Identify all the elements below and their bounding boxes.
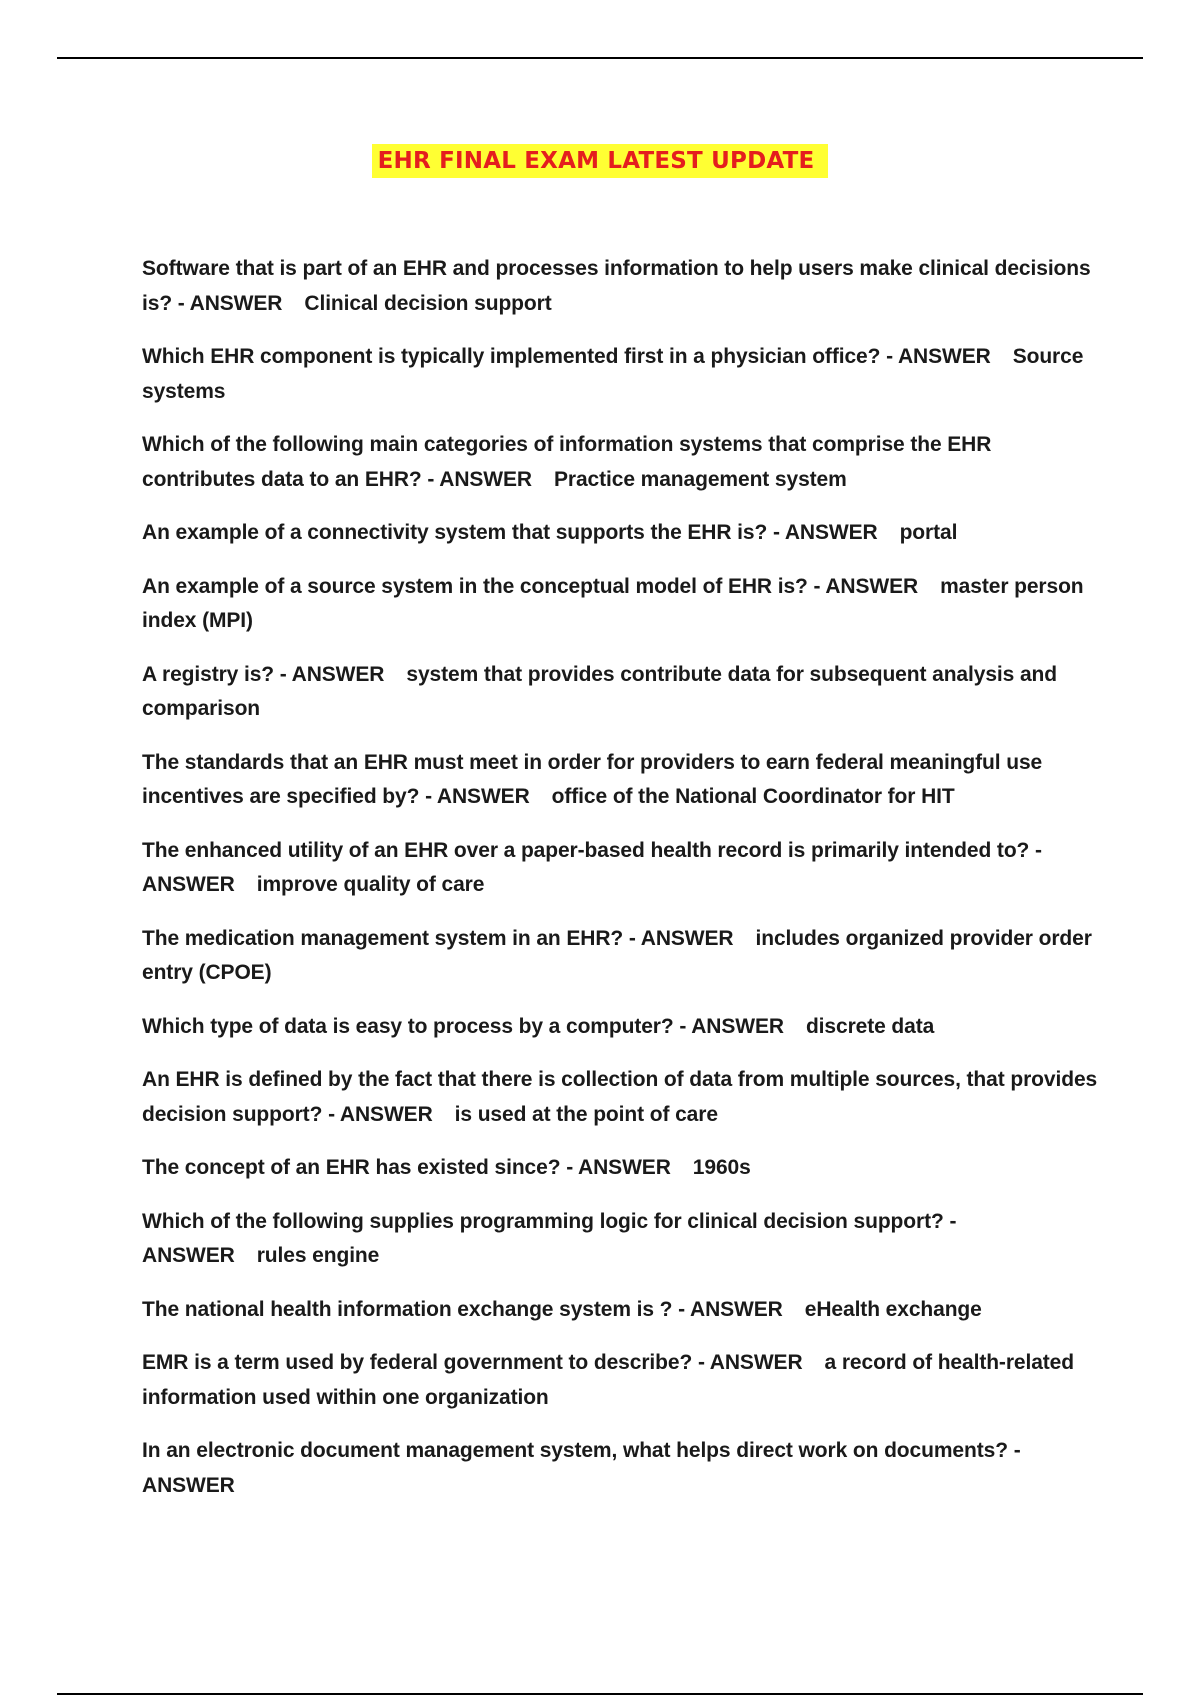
answer-label: - ANSWER xyxy=(142,838,1042,896)
footer-rule xyxy=(57,1693,1143,1695)
answer-text: improve quality of care xyxy=(256,873,485,896)
question-text: The enhanced utility of an EHR over a paper-based health record is primarily intended to? xyxy=(142,838,1030,862)
answer-label: - ANSWER xyxy=(697,1351,803,1374)
answer-label: - ANSWER xyxy=(813,574,919,598)
answer-label: - ANSWER xyxy=(279,662,385,686)
question-text: A registry is? xyxy=(142,662,275,686)
qa-item xyxy=(142,1293,1102,1328)
qa-item xyxy=(142,834,1102,903)
qa-item xyxy=(142,922,1102,991)
answer-text: portal xyxy=(899,521,958,544)
answer-label: - ANSWER xyxy=(328,1102,433,1126)
qa-item xyxy=(142,1151,1102,1186)
qa-item xyxy=(142,340,1102,409)
title-container xyxy=(0,144,1200,178)
answer-label: - ANSWER xyxy=(425,785,530,808)
question-text: An example of a source system in the conceptual model of EHR is? xyxy=(142,574,808,598)
document-title: EHR FINAL EXAM LATEST UPDATE xyxy=(372,144,829,178)
answer-text: is used at the point of care xyxy=(454,1102,718,1126)
answer-label: - ANSWER xyxy=(678,1297,783,1321)
answer-label: - ANSWER xyxy=(142,1209,957,1267)
answer-label: - ANSWER xyxy=(772,521,878,544)
qa-item xyxy=(142,516,1102,551)
question-text: The standards that an EHR must meet in order for providers to earn federal meaningful use incentives are specified by? xyxy=(142,750,1043,808)
question-text: An example of a connectivity system that supports the EHR is? xyxy=(142,521,768,544)
answer-label: - ANSWER xyxy=(142,1439,1021,1497)
question-text: Which EHR component is typically implemented first in a physician office? xyxy=(142,345,881,368)
qa-item xyxy=(142,1063,1102,1132)
question-text: The medication management system in an EHR? xyxy=(142,926,624,950)
qa-item xyxy=(142,252,1102,321)
qa-item xyxy=(142,746,1102,815)
question-text: An EHR is defined by the fact that there is collection of data from multiple sources, that provides decision support? xyxy=(142,1068,1098,1126)
qa-item xyxy=(142,1434,1102,1503)
question-text: EMR is a term used by federal government to describe? xyxy=(142,1351,693,1374)
question-text: The national health information exchange system is ? xyxy=(142,1297,673,1321)
answer-text: Source systems xyxy=(142,345,1084,403)
answer-text: Clinical decision support xyxy=(304,291,552,315)
header-rule xyxy=(57,57,1143,59)
answer-label: - ANSWER xyxy=(177,291,283,315)
qa-item xyxy=(142,1346,1102,1415)
question-text: Which of the following main categories of information systems that comprise the EHR contributes data to an EHR? xyxy=(142,433,992,491)
qa-item xyxy=(142,570,1102,639)
answer-label: - ANSWER xyxy=(886,345,991,368)
answer-label: - ANSWER xyxy=(566,1156,671,1179)
answer-text: includes organized provider order entry (CPOE) xyxy=(142,926,1092,984)
answer-text: 1960s xyxy=(692,1156,751,1179)
answer-text: office of the National Coordinator for HIT xyxy=(551,785,955,808)
question-text: The concept of an EHR has existed since? xyxy=(142,1156,561,1179)
answer-text: eHealth exchange xyxy=(804,1297,982,1321)
qa-item xyxy=(142,658,1102,727)
qa-item xyxy=(142,428,1102,497)
answer-text: Practice management system xyxy=(554,467,847,491)
question-text: Which of the following supplies programming logic for clinical decision support? xyxy=(142,1209,944,1233)
question-text: Software that is part of an EHR and processes information to help users make clinical decisions is? xyxy=(142,257,1091,315)
answer-label: - ANSWER xyxy=(427,467,532,491)
qa-item xyxy=(142,1010,1102,1045)
question-text: In an electronic document management system, what helps direct work on documents? xyxy=(142,1439,1008,1462)
answer-text: system that provides contribute data for subsequent analysis and comparison xyxy=(142,662,1057,720)
question-text: Which type of data is easy to process by a computer? xyxy=(142,1014,674,1038)
answer-text: discrete data xyxy=(805,1014,935,1038)
answer-label: - ANSWER xyxy=(679,1014,784,1038)
answer-text: rules engine xyxy=(256,1244,380,1267)
answer-label: - ANSWER xyxy=(628,926,734,950)
qa-list xyxy=(142,252,1102,1522)
qa-item xyxy=(142,1205,1102,1274)
answer-text: master person index (MPI) xyxy=(142,574,1084,632)
answer-text: a record of health-related information used within one organization xyxy=(142,1351,1074,1409)
